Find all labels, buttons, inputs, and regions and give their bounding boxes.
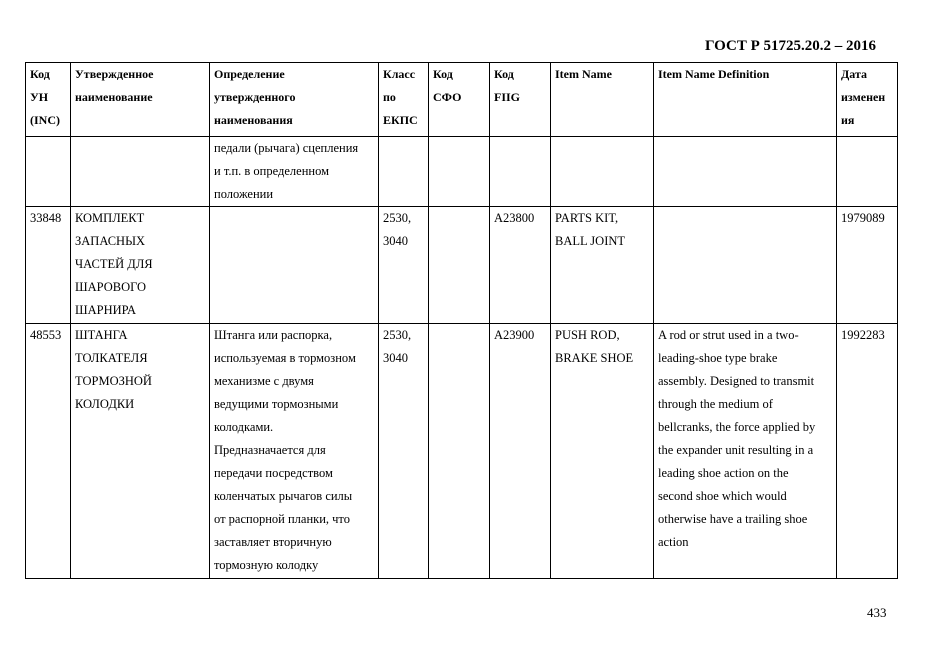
cell-approved-name — [71, 137, 210, 207]
cell-item-name: PUSH ROD, BRAKE SHOE — [551, 324, 654, 579]
item-names-table — [25, 62, 898, 579]
cell-date: 1992283 — [837, 324, 898, 579]
cell-sfo — [429, 324, 490, 579]
header-date: Дата изменен ия — [837, 63, 898, 137]
table-header-row — [26, 63, 898, 137]
cell-class: 2530, 3040 — [379, 207, 429, 324]
header-definition: Определение утвержденного наименования — [210, 63, 379, 137]
cell-inc — [26, 137, 71, 207]
cell-date: 1979089 — [837, 207, 898, 324]
cell-definition: Штанга или распорка, используемая в тормозном механизме с двумя ведущими тормозными колодками. Предназначается для передачи посредством коленчатых рычагов силы от распорной планки, что заставляет вторичную тормозную колодку — [210, 324, 379, 579]
header-item-name-definition: Item Name Definition — [654, 63, 837, 137]
document-header: ГОСТ Р 51725.20.2 – 2016 — [705, 38, 877, 54]
cell-date — [837, 137, 898, 207]
cell-item-name-definition: A rod or strut used in a two- leading-shoe type brake assembly. Designed to transmit through the medium of bellcranks, the force applied by the expander unit resulting in a leading shoe action on the second shoe which would otherwise have a trailing shoe action — [654, 324, 837, 579]
cell-class: 2530, 3040 — [379, 324, 429, 579]
cell-definition — [210, 207, 379, 324]
header-fiig: Код FIIG — [490, 63, 551, 137]
cell-item-name — [551, 137, 654, 207]
cell-approved-name: ШТАНГА ТОЛКАТЕЛЯ ТОРМОЗНОЙ КОЛОДКИ — [71, 324, 210, 579]
cell-item-name: PARTS KIT, BALL JOINT — [551, 207, 654, 324]
cell-definition: педали (рычага) сцепления и т.п. в определенном положении — [210, 137, 379, 207]
cell-fiig: A23900 — [490, 324, 551, 579]
cell-class — [379, 137, 429, 207]
cell-approved-name: КОМПЛЕКТ ЗАПАСНЫХ ЧАСТЕЙ ДЛЯ ШАРОВОГО ШАРНИРА — [71, 207, 210, 324]
header-item-name: Item Name — [551, 63, 654, 137]
cell-sfo — [429, 137, 490, 207]
cell-fiig — [490, 137, 551, 207]
table-row — [26, 137, 898, 207]
cell-inc: 33848 — [26, 207, 71, 324]
header-class: Класс по ЕКПС — [379, 63, 429, 137]
cell-sfo — [429, 207, 490, 324]
page-number: 433 — [867, 605, 887, 620]
cell-fiig: A23800 — [490, 207, 551, 324]
table-row — [26, 324, 898, 579]
header-sfo: Код СФО — [429, 63, 490, 137]
table-row — [26, 207, 898, 324]
header-approved-name: Утвержденное наименование — [71, 63, 210, 137]
cell-item-name-definition — [654, 137, 837, 207]
cell-item-name-definition — [654, 207, 837, 324]
cell-inc: 48553 — [26, 324, 71, 579]
header-inc: Код УН (INC) — [26, 63, 71, 137]
